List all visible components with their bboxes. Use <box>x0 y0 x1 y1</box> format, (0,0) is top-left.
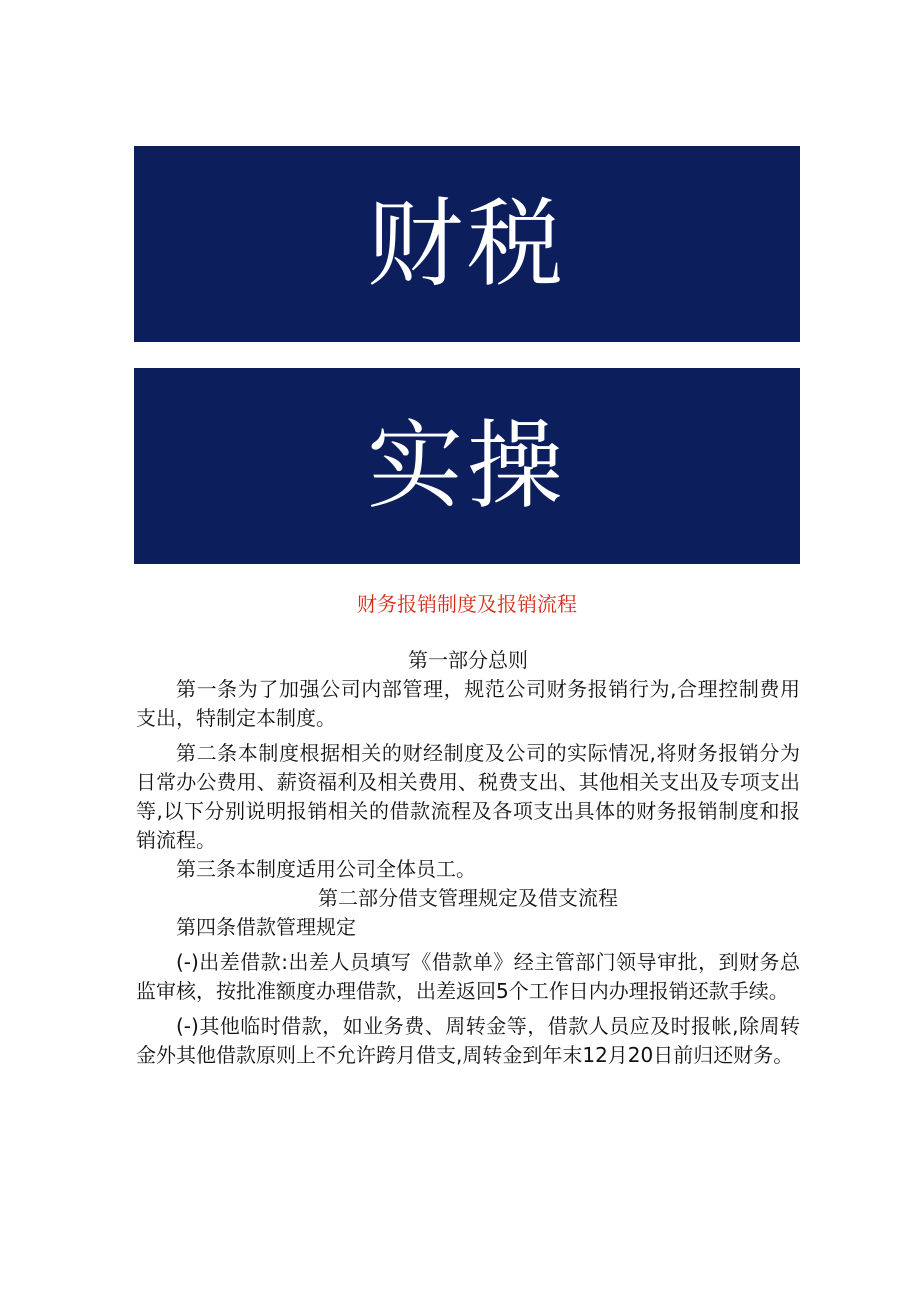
part-2-heading: 第二部分借支管理规定及借支流程 <box>318 886 618 910</box>
article-4-item-1: (-)出差借款:出差人员填写《借款单》经主管部门领导审批，到财务总监审核，按批准额度办理借款，出差返回5个工作日内办理报销还款手续。 <box>136 950 800 1003</box>
article-1: 第一条为了加强公司内部管理，规范公司财务报销行为,合理控制费用支出，特制定本制度。 <box>136 677 800 730</box>
cover-title-line-1: 财税 <box>367 188 567 300</box>
article-3: 第三条本制度适用公司全体员工。 <box>176 857 476 881</box>
document-body <box>136 646 800 1070</box>
part-1-heading: 第一部分总则 <box>408 648 528 672</box>
article-2: 第二条本制度根据相关的财经制度及公司的实际情况,将财务报销分为日常办公费用、薪资福利及相关费用、税费支出、其他相关支出及专项支出等,以下分别说明报销相关的借款流程及各项支出具体的财务报销制度和报销流程。 <box>136 741 800 852</box>
cover-banner-bottom <box>134 368 800 564</box>
cover-banner-top <box>134 146 800 342</box>
article-4: 第四条借款管理规定 <box>176 915 356 939</box>
cover-title-line-2: 实操 <box>367 410 567 522</box>
document-title: 财务报销制度及报销流程 <box>357 592 577 616</box>
article-4-item-2: (-)其他临时借款，如业务费、周转金等，借款人员应及时报帐,除周转金外其他借款原则上不允许跨月借支,周转金到年末12月20日前归还财务。 <box>136 1014 800 1067</box>
